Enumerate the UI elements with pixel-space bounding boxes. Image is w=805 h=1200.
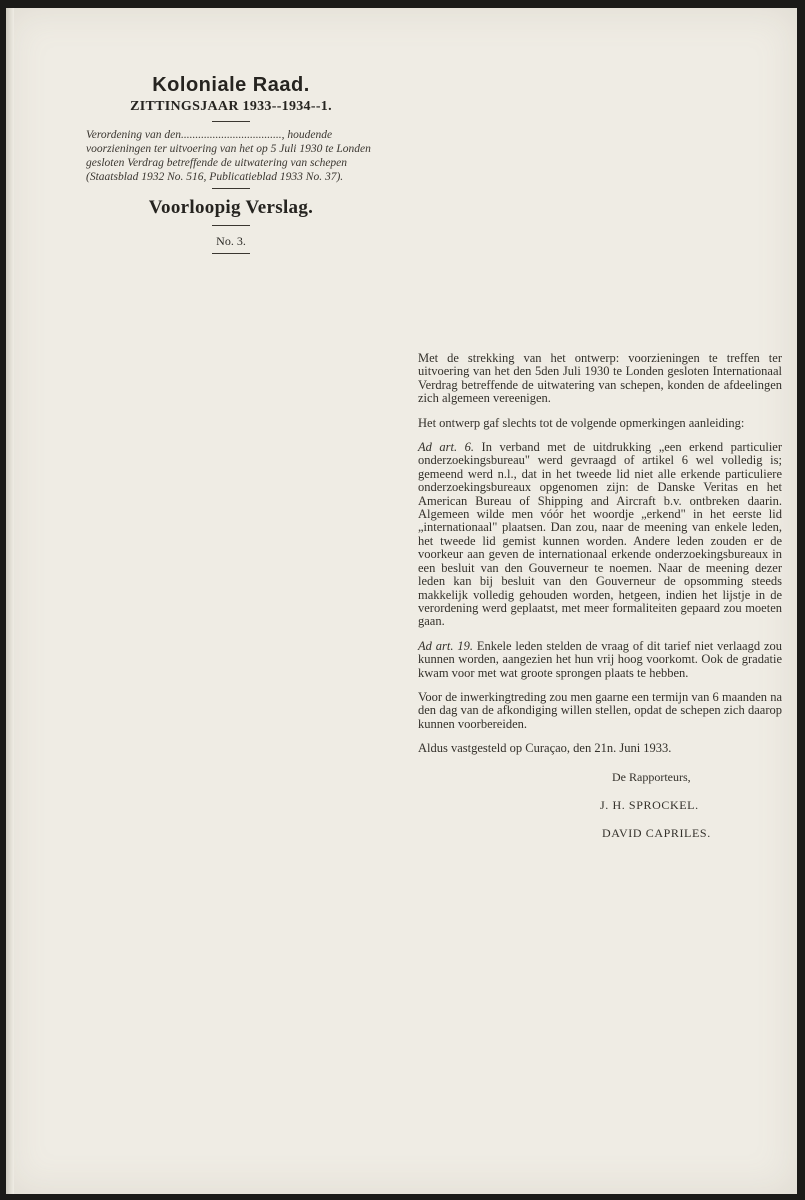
paragraph-intent: Met de strekking van het ontwerp: voorzieningen te treffen ter uitvoering van het den 5den Juli 1930 te Londen gesloten Internationaal Verdrag betreffende de uitwatering van schepen, konden de afdeelingen zich algemeen vereenigen. [418, 351, 782, 406]
divider-rule [212, 188, 250, 189]
article-6-text: In verband met de uitdrukking „een erkend particulier onderzoekingsbureau" werd gevraagd of artikel 6 wel volledig is; gemeend werd n.l., dat in het tweede lid niet alle erkende particuliere onderzoekingsbureaux opgenomen zijn: de Danske Veritas en het American Bureau of Shipping and Aircraft b.v. ontbreken daarin. Algemeen wilde men vóór het woordje „erkend" in het eerste lid „internationaal" plaatsen. Dan zou, naar de meening van enkele leden, het tweede lid gemist kunnen worden. Andere leden zouden er de voorkeur aan geven de internationaal erkende onderzoekingsbureaux in een besluit van den Gouverneur te noemen. Naar de meening dezer leden kan bij besluit van den Gouverneur de opsomming steeds makkelijk volledig gehouden worden, hetgeen, indien het lijstje in de verordening werd geplaatst, met meer formaliteiten gepaard zou moeten gaan. [418, 440, 782, 629]
article-19-text: Enkele leden stelden de vraag of dit tarief niet verlaagd zou kunnen worden, aangezien het hun vrij hoog voorkomt. Ook de gradatie kwam voor met wat groote sprongen plaats te hebben. [418, 638, 782, 680]
report-body [418, 352, 782, 840]
binding-edge [6, 8, 14, 1194]
council-title: Koloniale Raad. [152, 74, 310, 96]
closing-line: Aldus vastgesteld op Curaçao, den 21n. Juni 1933. [418, 741, 672, 756]
paragraph-remarks-intro: Het ontwerp gaf slechts tot de volgende opmerkingen aanleiding: [418, 415, 745, 430]
divider-rule [212, 225, 250, 226]
divider-rule [212, 253, 250, 254]
subject-description: Verordening van den..................................., houdende voorzieningen ter uitvoering van het op 5 Juli 1930 te Londen gesloten Verdrag betreffende de uitwatering van schepen (Staatsblad 1932 No. 516, Publicatieblad 1933 No. 37). [86, 129, 371, 183]
header-block [86, 74, 376, 254]
divider-rule [212, 121, 250, 122]
rapporteurs-title: De Rapporteurs, [612, 769, 691, 784]
document-page [6, 8, 797, 1194]
paragraph-effective-date: Voor de inwerkingtreding zou men gaarne een termijn van 6 maanden na den dag van de afkondiging willen stellen, opdat de schepen zich daarop kunnen voorbereiden. [418, 689, 782, 731]
signatory-name: DAVID CAPRILES. [602, 825, 711, 840]
signatory-name: J. H. SPROCKEL. [600, 797, 699, 812]
article-6-label: Ad art. 6. [418, 440, 475, 455]
report-title: Voorloopig Verslag. [148, 197, 314, 218]
report-number: No. 3. [216, 234, 246, 248]
paragraph-article-6 [418, 441, 782, 629]
article-19-label: Ad art. 19. [418, 638, 473, 653]
paragraph-article-19 [418, 640, 782, 680]
session-year: ZITTINGSJAAR 1933--1934--1. [130, 99, 332, 114]
